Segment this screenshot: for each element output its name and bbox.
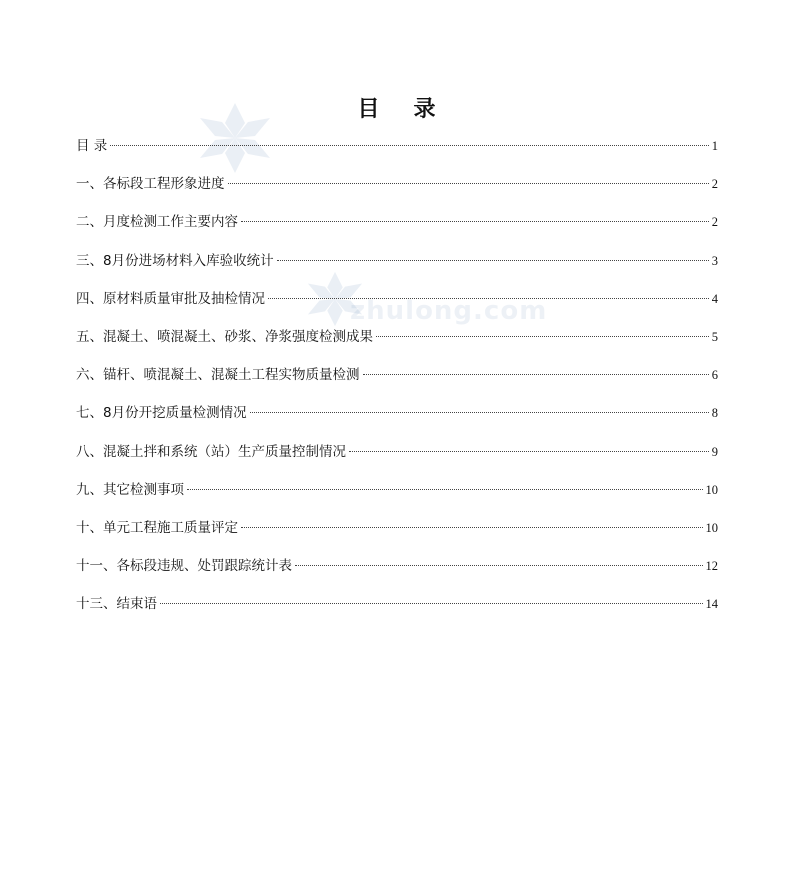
toc-leader-dots <box>349 451 709 452</box>
toc-entry-page-number: 8 <box>711 406 718 421</box>
toc-entry-label: 二、月度检测工作主要内容 <box>76 214 238 231</box>
toc-entry-label: 五、混凝土、喷混凝土、砂浆、净浆强度检测成果 <box>76 328 373 345</box>
toc-entry-label: 八、混凝土拌和系统（站）生产质量控制情况 <box>76 443 346 460</box>
toc-entry-label: 三、8月份进场材料入库验收统计 <box>76 252 274 269</box>
toc-entry-label: 十、单元工程施工质量评定 <box>76 519 238 536</box>
table-of-contents <box>76 134 718 630</box>
toc-entry-page-number: 1 <box>711 139 718 153</box>
toc-entry-page-number: 2 <box>711 215 718 230</box>
toc-entry-page-number: 2 <box>711 177 718 192</box>
toc-entry[interactable] <box>76 172 718 210</box>
toc-entry-label: 六、锚杆、喷混凝土、混凝土工程实物质量检测 <box>76 367 360 384</box>
toc-entry[interactable] <box>76 287 718 325</box>
title-char-1: 目 <box>357 96 380 122</box>
toc-entry-page-number: 6 <box>711 368 718 383</box>
toc-entry-label: 七、8月份开挖质量检测情况 <box>76 405 247 422</box>
toc-entry[interactable] <box>76 210 718 248</box>
toc-leader-dots <box>110 145 708 146</box>
toc-leader-dots <box>268 298 709 299</box>
toc-entry-page-number: 4 <box>711 291 718 306</box>
toc-entry[interactable] <box>76 554 718 592</box>
toc-entry-label: 十三、结束语 <box>76 596 157 613</box>
toc-entry-label: 目 录 <box>76 138 108 154</box>
toc-leader-dots <box>295 565 703 566</box>
toc-entry[interactable] <box>76 363 718 401</box>
toc-leader-dots <box>241 221 709 222</box>
toc-entry[interactable] <box>76 592 718 630</box>
toc-leader-dots <box>363 374 709 375</box>
toc-leader-dots <box>160 603 703 604</box>
watermark-text: zhulong.com <box>350 296 548 326</box>
toc-entry-label: 十一、各标段违规、处罚跟踪统计表 <box>76 558 292 575</box>
toc-entry[interactable] <box>76 401 718 439</box>
toc-entry[interactable] <box>76 249 718 287</box>
toc-entry-page-number: 10 <box>705 482 718 497</box>
toc-leader-dots <box>228 183 709 184</box>
toc-entry-page-number: 14 <box>705 597 718 612</box>
toc-leader-dots <box>376 336 709 337</box>
toc-leader-dots <box>187 489 703 490</box>
toc-entry-page-number: 5 <box>711 329 718 344</box>
toc-entry-label: 一、各标段工程形象进度 <box>76 176 225 193</box>
toc-entry-page-number: 10 <box>705 520 718 535</box>
toc-entry[interactable] <box>76 134 718 172</box>
toc-entry[interactable] <box>76 325 718 363</box>
toc-entry-page-number: 3 <box>711 253 718 268</box>
toc-entry-page-number: 12 <box>705 559 718 574</box>
toc-entry[interactable] <box>76 516 718 554</box>
toc-entry-label: 四、原材料质量审批及抽检情况 <box>76 290 265 307</box>
toc-leader-dots <box>250 412 709 413</box>
toc-entry-page-number: 9 <box>711 444 718 459</box>
toc-leader-dots <box>241 527 703 528</box>
toc-entry-label: 九、其它检测事项 <box>76 481 184 498</box>
toc-entry[interactable] <box>76 440 718 478</box>
toc-entry[interactable] <box>76 478 718 516</box>
toc-leader-dots <box>277 260 709 261</box>
page-title <box>0 92 793 123</box>
title-char-2: 录 <box>413 96 436 122</box>
